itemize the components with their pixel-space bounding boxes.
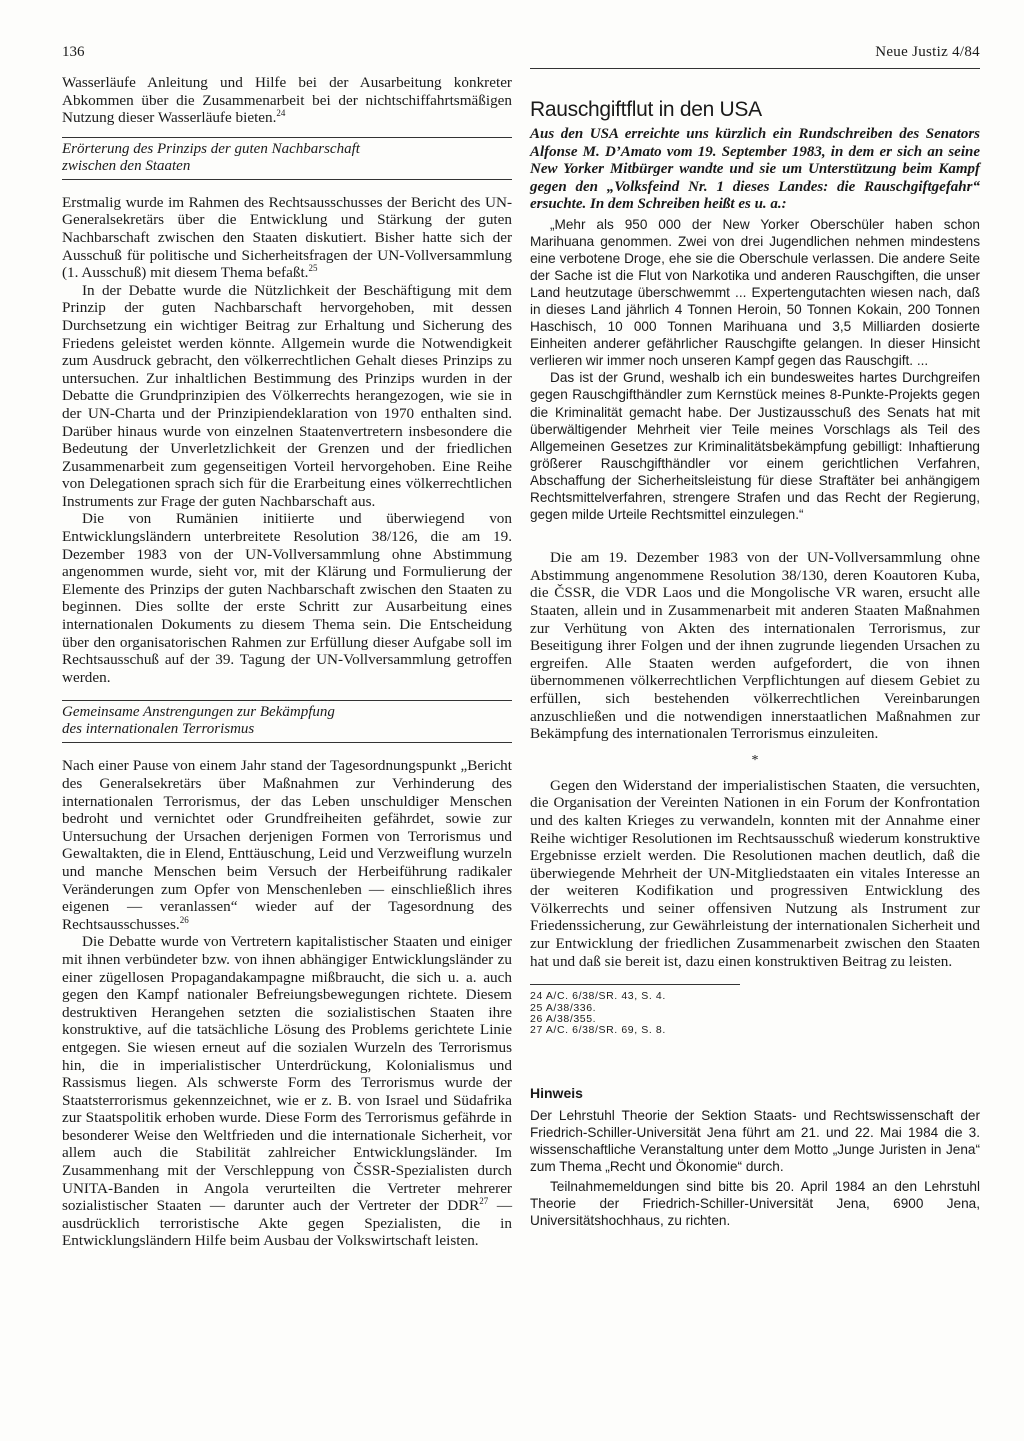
paragraph: Gegen den Widerstand der imperialistischen Staaten, die versuchten, die Organisation der Vereinten Nationen in ein Forum der Konfrontation und des kalten Krieges zu verwandeln, konnten mit der Annahme einer Reihe wichtiger Resolutionen im Rechtsausschuß wiederum konstruktive Ergebnisse erzielt werden. Die Resolutionen machen deutlich, daß die überwiegende Mehrheit der UN-Mitgliedstaaten ein vitales Interesse an der weiteren Kodifikation und progressiven Entwicklung des Völkerrechts und seiner offensiven Nutzung als Instrument zur Friedenssicherung, zur Gewährleistung der internationalen Sicherheit und zur Entwicklung der friedlichen Zusammenarbeit zwischen den Staaten hat und daß sie bereit ist, dazu einen konstruktiven Beitrag zu leisten.	[530, 776, 980, 970]
box-title: Rauschgiftflut in den USA	[530, 98, 762, 121]
footnote-ref: 24	[276, 108, 286, 119]
footnote-ref: 25	[308, 263, 318, 274]
paragraph	[62, 194, 512, 282]
paragraph-text: Die Debatte wurde von Vertretern kapitalistischer Staaten und einiger mit ihnen verbündeter bzw. von ihnen abhängiger Entwicklungsländer zu einer zügellosen Propagandakampagne mißbraucht, die sich u. a. auch gegen den Kampf nationaler Befreiungsbewegungen richtete. Diesem destruktiven Herangehen setzten die sozialistischen Staaten ihre konstruktive, auf die tatsächliche Lösung des Problems gerichtete Linie entgegen. Sie wiesen erneut auf die sozialen Wurzeln des Terrorismus hin, die in imperialistischer Unterdrückung, Kolonialismus und Rassismus liegen. Als schwerste Form des Terrorismus wurde der Staatsterrorismus gekennzeichnet, wie er z. B. von Israel und Südafrika zur Staatspolitik erhoben wurde. Diese Form des Terrorismus gefährde in besonderer Weise den Weltfrieden und die internationale Sicherheit, vor allem auch die Stabilität zahlreicher Entwicklungsländer. Im Zusammenhang mit der Verschleppung von ČSSR-Spezialisten durch UNITA-Banden in Angola verurteilten die Vertreter mehrerer sozialistischer Staaten — darunter auch der Vertreter der DDR	[62, 933, 512, 1215]
notice-heading: Hinweis	[530, 1084, 583, 1101]
paragraph	[62, 757, 512, 933]
paragraph: In der Debatte wurde die Nützlichkeit der Beschäftigung mit dem Prinzip der guten Nachbarschaft hervorgehoben, mit dessen Durchsetzung ein wichtiger Beitrag zur Erhaltung und Sicherung des Friedens geleistet werden könnte. Allgemein wurde die Notwendigkeit zum Ausdruck gebracht, den völkerrechtlichen Gehalt dieses Prinzips zu untersuchen. Zur inhaltlichen Bestimmung des Prinzips wurden in der Debatte die Grundprinzipien des Völkerrechts herangezogen, wie sie in der UN-Charta und der Prinzipiendeklaration von 1970 enthalten sind. Darüber hinaus wurde von einzelnen Staatenvertretern insbesondere die Bedeutung der Unverletzlichkeit der Grenzen und der friedlichen Zusammenarbeit zum gegenseitigen Vorteil hervorgehoben. Eine Reihe von Delegationen sprach sich für die Erarbeitung eines völkerrechtlichen Instruments zur Frage der guten Nachbarschaft aus.	[62, 281, 512, 510]
footnote: 24 A/C. 6/38/SR. 43, S. 4.	[530, 990, 666, 1003]
page-number: 136	[62, 44, 85, 60]
left-column	[62, 74, 512, 1250]
intro-paragraph	[62, 74, 512, 127]
lead-text: Aus den USA erreichte uns kürzlich ein Rundschreiben des Senators Alfonse M. D’Amato vom 19. September 1983, in dem er sich an seine New Yorker Mitbürger wandte und sie um Unterstützung beim Kampf gegen den „Volksfeind Nr. 1 dieses Landes: die Rauschgiftgefahr“ ersuchte. In dem Schreiben heißt es u. a.:	[530, 126, 980, 212]
paragraph-text: Erstmalig wurde im Rahmen des Rechtsausschusses der Bericht des UN-Generalsekretärs über die Entwicklung und Stärkung der guten Nachbarschaft zwischen den Staaten diskutiert. Bisher hatte sich der Ausschuß für politische und Sicherheitsfragen der UN-Vollversammlung (1. Ausschuß) mit diesem Thema befaßt.	[62, 193, 512, 282]
footnote-ref: 26	[179, 914, 189, 925]
paragraph	[62, 933, 512, 1250]
intro-text: Wasserläufe Anleitung und Hilfe bei der Ausarbeitung konkreter Abkommen über die Zusammenarbeit bei der nichtschiffahrtsmäßigen Nutzung dieser Wasserläufe bieten.	[62, 74, 512, 127]
section-heading-line: zwischen den Staaten	[62, 157, 191, 174]
paragraph-text: Nach einer Pause von einem Jahr stand der Tagesordnungspunkt „Bericht des Generalsekretärs über Maßnahmen zur Verhinderung des internationalen Terrorismus, der das Leben unschuldiger Menschen bedroht und vernichtet oder Grundfreiheiten gefährdet, sowie zur Untersuchung der Ursachen derjenigen Formen von Terrorismus und Gewaltakten, die in Elend, Enttäuschung, Leid und Verzweiflung wurzeln und manche Menschen beim Versuch der Herbeiführung radikaler Veränderungen zum Opfer von Menschenleben — einschließlich ihres eigenen — veranlassen“ wieder auf der Tagesordnung des Rechtsausschusses.	[62, 757, 512, 933]
section-heading-line: des internationalen Terrorismus	[62, 721, 255, 738]
section-heading-terrorism	[62, 700, 512, 743]
header-rule	[530, 68, 980, 69]
journal-title: Neue Justiz 4/84	[875, 44, 980, 60]
footnote: 25 A/38/336.	[530, 1001, 597, 1014]
footnote-ref: 27	[479, 1196, 489, 1207]
closing-section	[530, 777, 980, 971]
section-heading-line: Erörterung des Prinzips der guten Nachbarschaft	[62, 140, 360, 157]
section-heading-good-neighbourliness	[62, 137, 512, 180]
notice-box	[530, 1085, 980, 1229]
paragraph: Die am 19. Dezember 1983 von der UN-Vollversammlung ohne Abstimmung angenommene Resolution 38/130, deren Koautoren Kuba, die ČSSR, die VDR Laos und die Mongolische VR waren, ersucht alle Staaten, allein und in Zusammenarbeit mit anderen Staaten Maßnahmen zur Verhütung von Akten des internationalen Terrorismus, zur Beseitigung ihrer Folgen und der ihnen zugrunde liegenden Ursachen zu ergreifen. Alle Staaten werden aufgefordert, die von ihnen übernommenen völkerrechtlichen Verpflichtungen auf diesem Gebiet zu erfüllen, sich bestehenden völkerrechtlichen Vereinbarungen anzuschließen und die notwendigen innerstaatlichen Maßnahmen zur Bekämpfung des internationalen Terrorismus einzuleiten.	[530, 549, 980, 743]
quote-paragraph: Das ist der Grund, weshalb ich ein bundesweites hartes Durchgreifen gegen Rauschgifthändler zum Kernstück meines 8-Punkte-Projekts gegen die Kriminalität gemacht habe. Der Justizausschuß des Senats hat mit überwältigender Mehrheit vier Teile meines Vorschlags als Teil des Allgemeinen Gesetzes zur Kriminalitätsbekämpfung gebilligt: Inhaftierung größerer Rauschgifthändler vor einem gerichtlichen Verfahren, Abschaffung der Sicherheitsleistung für diese Straftäter bei anhängigem Rechtsmittelverfahren, strengere Strafen und das Recht der Regierung, gegen milde Urteile Rechtsmittel einzulegen.“	[530, 370, 980, 523]
separator-star: *	[751, 752, 759, 768]
section-heading-line: Gemeinsame Anstrengungen zur Bekämpfung	[62, 704, 335, 721]
notice-paragraph: Teilnahmemeldungen sind bitte bis 20. April 1984 an den Lehrstuhl Theorie der Friedrich-Schiller-Universität Jena, 6900 Jena, Universitätshochhaus, zu richten.	[530, 1178, 980, 1228]
footnote: 27 A/C. 6/38/SR. 69, S. 8.	[530, 1024, 666, 1037]
notice-paragraph: Der Lehrstuhl Theorie der Sektion Staats- und Rechtswissenschaft der Friedrich-Schiller-Universität Jena führt am 21. und 22. Mai 1984 die 3. wissenschaftliche Veranstaltung unter dem Motto „Junge Juristen in Jena“ zum Thema „Recht und Ökonomie“ durch.	[530, 1107, 980, 1174]
right-column	[530, 98, 980, 1229]
paragraph-text: — ausdrücklich terroristische Akte gegen Spezialisten, die in Entwicklungsländern Hilfe beim Ausbau der Volkswirtschaft leisten.	[62, 1197, 512, 1250]
footnote: 26 A/38/355.	[530, 1013, 597, 1026]
footnotes	[530, 984, 740, 1037]
quote-block	[530, 216, 980, 524]
paragraph: Die von Rumänien initiierte und überwiegend von Entwicklungsländern unterbreitete Resolution 38/126, die am 19. Dezember 1983 von der UN-Vollversammlung ohne Abstimmung angenommen wurde, sieht vor, mit der Klärung und Formulierung der Elemente des Prinzips der guten Nachbarschaft zwischen den Staaten zu beginnen. Dies sollte der erste Schritt zur Ausarbeitung eines internationalen Dokuments zu diesem Thema sein. Die Entscheidung über den organisatorischen Rahmen zur Erfüllung dieser Aufgabe soll im Rechtsausschuß auf der 39. Tagung der UN-Vollversammlung getroffen werden.	[62, 510, 512, 686]
quote-paragraph: „Mehr als 950 000 der New Yorker Oberschüler haben schon Marihuana genommen. Zwei von drei Jugendlichen nehmen mindestens eine verbotene Droge, ehe sie die Oberschule verlassen. Die andere Seite der Sache ist die Flut von Narkotika und anderen Rauschgiften, die unser Land heutzutage überschwemmt ... Expertengutachten wiesen nach, daß in dieses Land jährlich 4 Tonnen Heroin, 50 Tonnen Kokain, 200 Tonnen Haschisch, 10 000 Tonnen Marihuana und 3,5 Milliarden dosierte Einheiten anderer gefährlicher Rauschgifte gelangen. In dieser Hinsicht verlieren wir immer noch unseren Kampf gegen das Rauschgift. ...	[530, 216, 980, 369]
